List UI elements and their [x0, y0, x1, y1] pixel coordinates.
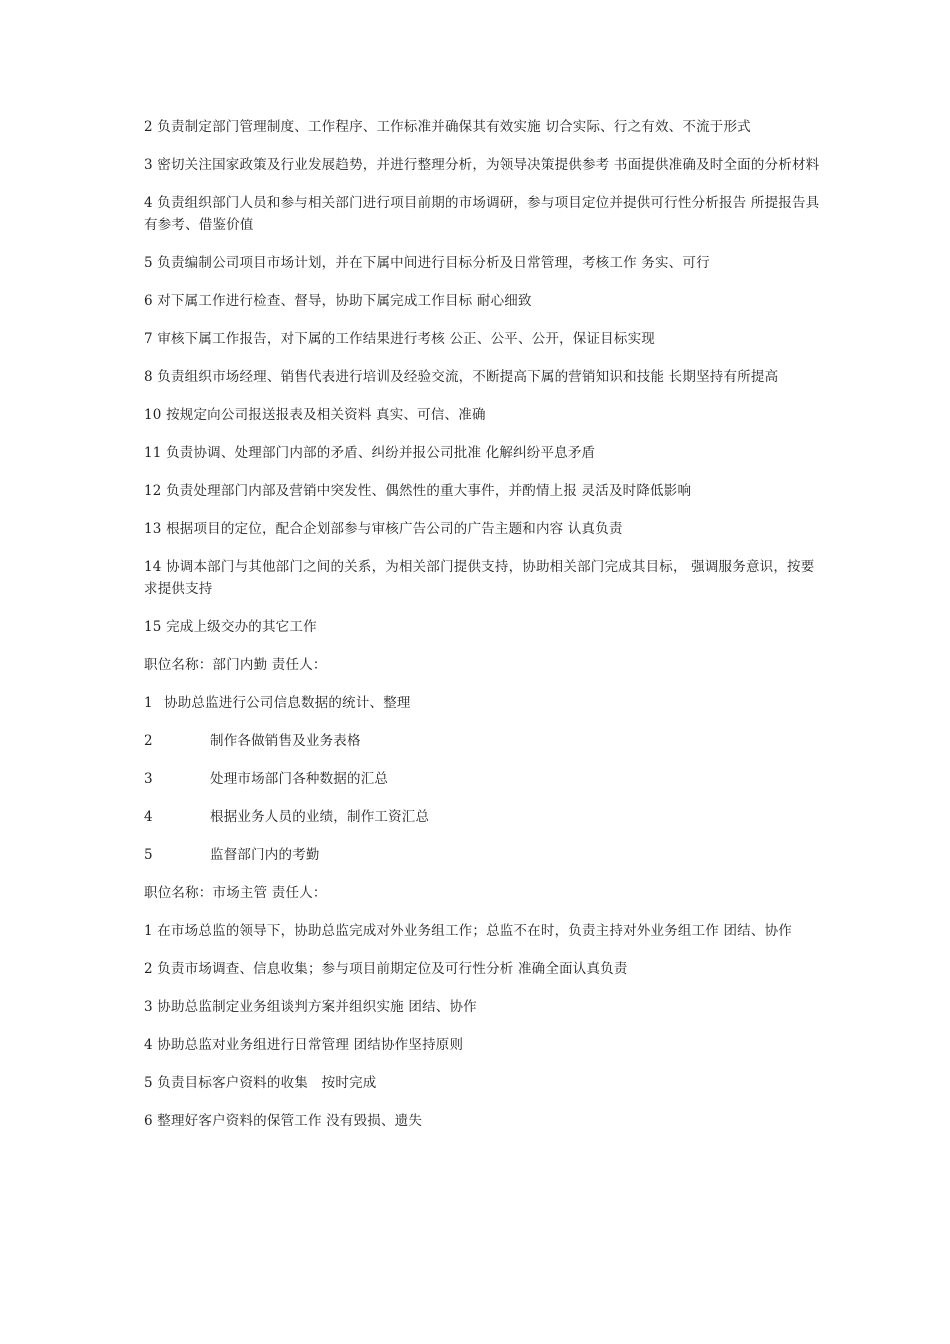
position-title-supervisor: 职位名称：市场主管 责任人：: [144, 885, 327, 901]
clerk-duty-number: 1: [144, 695, 153, 711]
position-title-clerk: 职位名称：部门内勤 责任人：: [144, 657, 327, 673]
duty-item-10: 10 按规定向公司报送报表及相关资料 真实、可信、准确: [144, 407, 486, 423]
duty-item-12: 12 负责处理部门内部及营销中突发性、偶然性的重大事件，并酌情上报 灵活及时降低影响: [144, 483, 692, 499]
duty-item-11: 11 负责协调、处理部门内部的矛盾、纠纷并报公司批准 化解纠纷平息矛盾: [144, 445, 596, 461]
clerk-duty-item-2: [144, 730, 820, 752]
duty-item-4: 4 负责组织部门人员和参与相关部门进行项目前期的市场调研，参与项目定位并提供可行性分析报告 所提报告具有参考、借鉴价值: [144, 195, 820, 233]
clerk-duty-number: 3: [144, 771, 153, 787]
supervisor-duty-item-1: 1 在市场总监的领导下，协助总监完成对外业务组工作；总监不在时，负责主持对外业务组工作 团结、协作: [144, 923, 792, 939]
duty-item-3: 3 密切关注国家政策及行业发展趋势，并进行整理分析，为领导决策提供参考 书面提供准确及时全面的分析材料: [144, 157, 820, 173]
clerk-duty-item-4: [144, 806, 820, 828]
clerk-duty-number: 2: [144, 733, 153, 749]
clerk-duty-text: 监督部门内的考勤: [210, 847, 320, 863]
duty-item-13: 13 根据项目的定位，配合企划部参与审核广告公司的广告主题和内容 认真负责: [144, 521, 623, 537]
duty-item-2: 2 负责制定部门管理制度、工作程序、工作标准并确保其有效实施 切合实际、行之有效、不流于形式: [144, 119, 751, 135]
duty-item-14: 14 协调本部门与其他部门之间的关系，为相关部门提供支持，协助相关部门完成其目标， 强调服务意识，按要求提供支持: [144, 559, 815, 597]
clerk-duty-item-5: [144, 844, 820, 866]
supervisor-duty-item-6: 6 整理好客户资料的保管工作 没有毁损、遗失: [144, 1113, 423, 1129]
supervisor-duty-item-5: 5 负责目标客户资料的收集 按时完成: [144, 1075, 377, 1091]
supervisor-duty-item-4: 4 协助总监对业务组进行日常管理 团结协作坚持原则: [144, 1037, 464, 1053]
clerk-duty-text: 处理市场部门各种数据的汇总: [210, 771, 389, 787]
duty-item-6: 6 对下属工作进行检查、督导，协助下属完成工作目标 耐心细致: [144, 293, 532, 309]
clerk-duty-number: 5: [144, 847, 153, 863]
duty-item-5: 5 负责编制公司项目市场计划，并在下属中间进行目标分析及日常管理，考核工作 务实、可行: [144, 255, 710, 271]
duty-item-8: 8 负责组织市场经理、销售代表进行培训及经验交流，不断提高下属的营销知识和技能 长期坚持有所提高: [144, 369, 779, 385]
clerk-duty-number: 4: [144, 809, 153, 825]
clerk-duty-text: 根据业务人员的业绩，制作工资汇总: [210, 809, 430, 825]
clerk-duty-text: 协助总监进行公司信息数据的统计、整理: [164, 695, 411, 711]
duty-item-15: 15 完成上级交办的其它工作: [144, 619, 317, 635]
clerk-duty-item-3: [144, 768, 820, 790]
supervisor-duty-item-2: 2 负责市场调查、信息收集；参与项目前期定位及可行性分析 准确全面认真负责: [144, 961, 628, 977]
supervisor-duty-item-3: 3 协助总监制定业务组谈判方案并组织实施 团结、协作: [144, 999, 477, 1015]
clerk-duty-item-1: [144, 692, 820, 714]
clerk-duty-text: 制作各做销售及业务表格: [210, 733, 361, 749]
duty-item-7: 7 审核下属工作报告，对下属的工作结果进行考核 公正、公平、公开，保证目标实现: [144, 331, 655, 347]
document-body: [144, 116, 820, 1148]
